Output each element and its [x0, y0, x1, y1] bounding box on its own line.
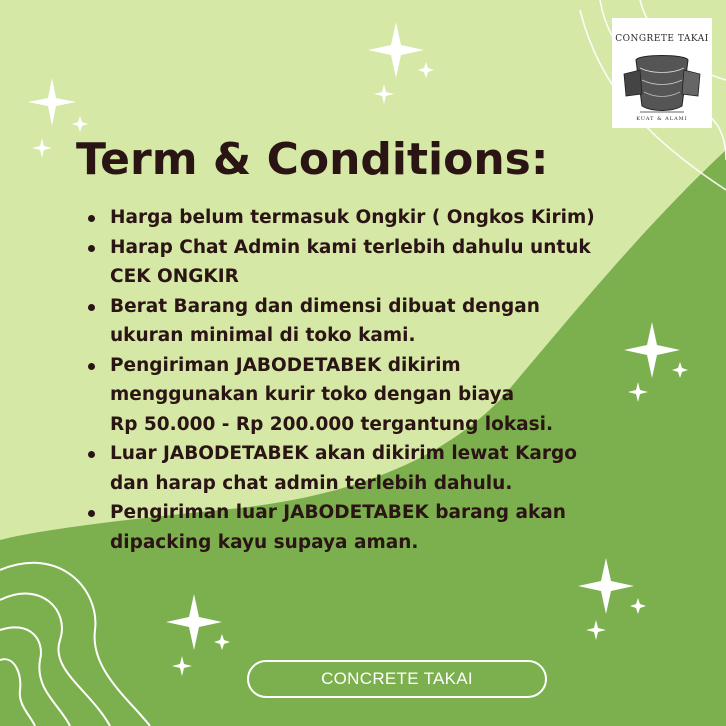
sparkle-icon — [72, 116, 88, 132]
concrete-takai-button[interactable]: CONCRETE TAKAI — [247, 660, 547, 698]
bullet-dot-icon — [88, 215, 95, 222]
sparkle-icon — [368, 22, 424, 78]
bullet-dot-icon — [88, 451, 95, 458]
term-line: Pengiriman JABODETABEK dikirim — [110, 354, 461, 376]
term-line: Pengiriman luar JABODETABEK barang akan — [110, 502, 566, 523]
term-line: Harap Chat Admin kami terlebih dahulu untuk — [110, 236, 591, 258]
sparkle-icon — [374, 84, 394, 104]
term-line: Rp 50.000 - Rp 200.000 tergantung lokasi. — [110, 413, 554, 435]
term-line: Berat Barang dan dimensi dibuat dengan — [110, 295, 540, 317]
term-line: menggunakan kurir toko dengan biaya — [110, 384, 515, 405]
term-item — [86, 292, 686, 351]
bullet-dot-icon — [88, 245, 95, 252]
logo-tagline: KUAT & ALAMI — [636, 116, 688, 122]
term-line: Harga belum termasuk Ongkir ( Ongkos Kirim) — [110, 207, 595, 228]
term-line: Luar JABODETABEK akan dikirim lewat Kargo — [110, 443, 577, 464]
term-item — [86, 498, 686, 557]
sparkle-icon — [32, 138, 52, 158]
sparkle-icon — [418, 62, 434, 78]
term-line: ukuran minimal di toko kami. — [110, 325, 416, 346]
term-line: CEK ONGKIR — [110, 266, 239, 287]
term-line: dan harap chat admin terlebih dahulu. — [110, 472, 513, 494]
term-item — [86, 439, 686, 498]
term-item — [86, 351, 686, 440]
term-item — [86, 233, 686, 292]
bullet-dot-icon — [88, 510, 95, 517]
term-item — [86, 203, 686, 233]
sparkle-icon — [28, 78, 76, 126]
bullet-dot-icon — [88, 363, 95, 370]
logo-brand-text: CONGRETE TAKAI — [615, 34, 709, 44]
page-title: Term & Conditions: — [76, 134, 549, 185]
term-line: dipacking kayu supaya aman. — [110, 531, 419, 553]
terms-list — [86, 203, 686, 557]
pot-icon — [636, 56, 688, 111]
brand-logo — [612, 18, 712, 128]
bullet-dot-icon — [88, 304, 95, 311]
